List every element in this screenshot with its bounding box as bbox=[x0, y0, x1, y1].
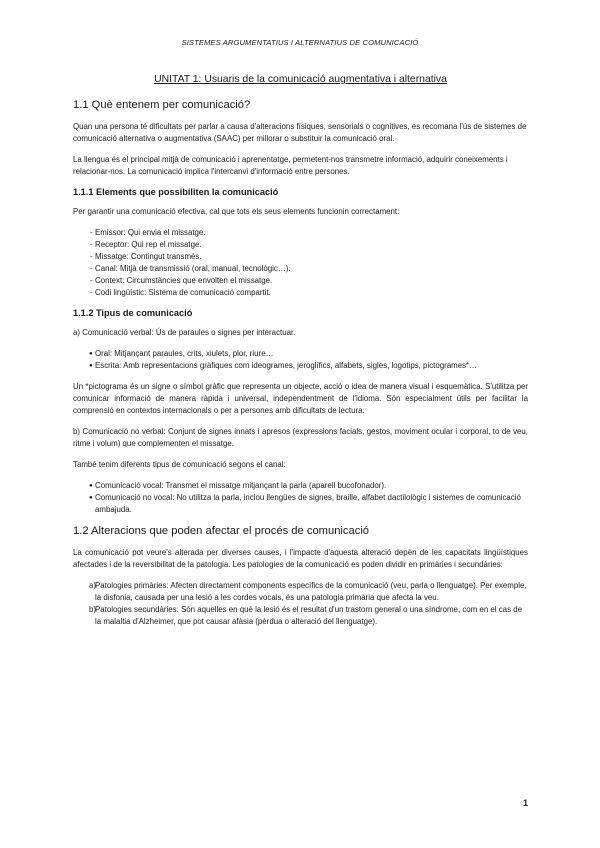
list-item: - Canal: Mitjà de transmissió (oral, manual, tecnològic…). bbox=[73, 263, 528, 275]
running-header: SISTEMES ARGUMENTATIUS I ALTERNATIUS DE COMUNICACIÓ bbox=[181, 38, 419, 47]
list-item-text: Patologies secundàries: Són aquelles en què la lesió és el resultat d'un trastorn general o una síndrome, com en el cas de la malaltia d'Alzheimer, que pot causar afàsia (pèrdua o alteració del llenguatge). bbox=[95, 605, 522, 626]
list-item: ● Oral: Mitjançant paraules, crits, xiulets, plor, riure… bbox=[73, 348, 528, 360]
paragraph: a) Comunicació verbal: Ús de paraules o signes per interactuar. bbox=[73, 328, 296, 337]
page-number: 1 bbox=[522, 798, 528, 808]
channel-list bbox=[73, 480, 528, 516]
list-item: ● Comunicació vocal: Transmet el missatge mitjançant la parla (aparell bucofonador). bbox=[73, 480, 528, 492]
unit-title: UNITAT 1: Usuaris de la comunicació augmentativa i alternativa bbox=[154, 74, 447, 85]
list-item: - Context: Circumstàncies que envolten el missatge. bbox=[73, 275, 528, 287]
list-marker: a) bbox=[89, 581, 97, 590]
pathology-list bbox=[73, 580, 528, 628]
page-content bbox=[73, 74, 528, 637]
paragraph: També tenim diferents tipus de comunicació segons el canal: bbox=[73, 460, 286, 469]
list-item bbox=[73, 580, 528, 604]
paragraph: Quan una persona té dificultats per parlar a causa d'alteracions físiques, sensorials o cognitives, es recomana l'ús de sistemes de comunicació alternativa o augmentativa (SAAC) per millorar o substituir la comunicació oral. bbox=[73, 122, 527, 143]
verbal-list bbox=[73, 348, 528, 372]
list-marker: b) bbox=[89, 605, 97, 614]
subsection-heading-1-1-1: 1.1.1 Elements que possibiliten la comunicació bbox=[73, 187, 279, 197]
paragraph: La comunicació pot veure's alterada per diverses causes, i l'impacte d'aquesta alteració depèn de les capacitats lingüístiques afectades i de la reversibilitat de la patologia. Les patologies de la comunicació es poden dividir en primàries i secundàries: bbox=[73, 548, 528, 569]
paragraph: La llengua és el principal mitjà de comunicació i aprenentatge, permetent-nos transmetre informació, adquirir coneixements i relacionar-nos. La comunicació implica l'intercanvi d'informació entre persones. bbox=[73, 155, 508, 176]
list-item bbox=[73, 604, 528, 628]
list-item: - Codi lingüístic: Sistema de comunicació compartit. bbox=[73, 287, 528, 299]
list-item: - Receptor: Qui rep el missatge. bbox=[73, 239, 528, 251]
section-heading-1-1: 1.1 Què entenem per comunicació? bbox=[73, 99, 251, 111]
list-item: ● Comunicació no vocal: No utilitza la parla, inclou llengües de signes, braille, alfabet dactilològic i sistemes de comunicació ambajuda. bbox=[73, 492, 528, 516]
list-item: ● Escrita: Amb representacions gràfiques com ideogrames, jeroglífics, alfabets, sigles, logotips, pictogrames*… bbox=[73, 360, 528, 372]
list-item-text: Patologies primàries: Afecten directament components específics de la comunicació (veu, parla o llenguatge). Per exemple, la disfonia, causada per una lesió a les cordes vocals, és una patologia primària que afecta la veu. bbox=[95, 581, 527, 602]
list-item: - Missatge: Contingut transmès. bbox=[73, 251, 528, 263]
list-item: - Emissor: Qui envia el missatge. bbox=[73, 227, 528, 239]
paragraph: Un *pictograma és un signe o símbol gràfic que representa un objecte, acció o idea de manera visual i esquemàtica. S'utilitza per comunicar informació de manera ràpida i universal, independentment de l'idioma. Són especialment útils per facilitar la comprensió en contextos internacionals o per a persones amb dificultats de lectura. bbox=[73, 382, 528, 415]
paragraph: b) Comunicació no verbal: Conjunt de signes innats i apresos (expressions facials, gestos, moviment ocular i corporal, to de veu, ritme i volum) que complementen el missatge. bbox=[73, 427, 528, 448]
subsection-heading-1-1-2: 1.1.2 Tipus de comunicació bbox=[73, 308, 193, 318]
elements-list bbox=[73, 227, 528, 299]
paragraph: Per garantir una comunicació efectiva, cal que tots els seus elements funcionin correctament: bbox=[73, 207, 400, 216]
section-heading-1-2: 1.2 Alteracions que poden afectar el procés de comunicació bbox=[73, 525, 370, 537]
